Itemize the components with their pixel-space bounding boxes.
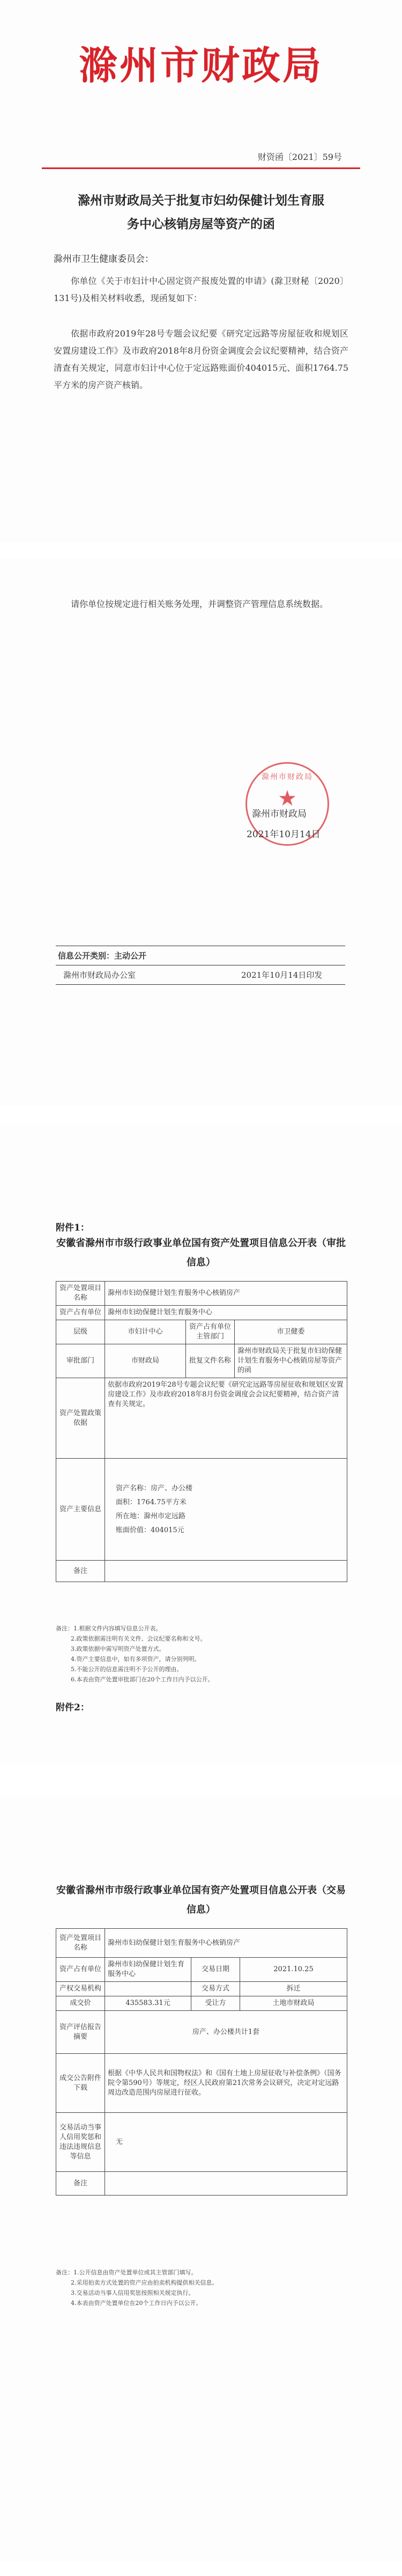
table-row bbox=[56, 1929, 347, 1958]
table-cell: 滁州市妇幼保健计划生育服务中心 bbox=[105, 1958, 191, 1982]
table-cell bbox=[105, 1561, 347, 1582]
table-row bbox=[56, 2011, 347, 2054]
note-line: 5.不能公开的信息需注明不予公开的理由。 bbox=[71, 1666, 183, 1673]
note-line: 2.政策依据需注明有关文件、会议纪要名称和文号。 bbox=[71, 1635, 206, 1642]
asset-value: 账面价值：404015元 bbox=[116, 1526, 184, 1534]
table-row bbox=[56, 2113, 347, 2172]
note-line: 4.资产主要信息中，如有多项资产，请分别列明。 bbox=[71, 1656, 200, 1663]
table-cell: 资产处置项目名称 bbox=[56, 1282, 105, 1306]
table-cell: 无 bbox=[105, 2113, 347, 2172]
annex-1-title: 安徽省滁州市市级行政事业单位国有资产处置项目信息公开表（审批信息） bbox=[56, 1238, 346, 1268]
table-cell: 市财政局 bbox=[105, 1344, 186, 1378]
letter-page-2 bbox=[0, 558, 402, 1106]
red-divider bbox=[42, 167, 360, 169]
table-cell: 房产、办公楼共计1套 bbox=[105, 2011, 347, 2054]
page-gap bbox=[0, 1763, 402, 1795]
table-cell: 市妇计中心 bbox=[105, 1320, 186, 1344]
annex-2-notes bbox=[56, 2267, 345, 2308]
issue-date: 2021年10月14日印发 bbox=[241, 970, 323, 980]
table-cell: 交易日期 bbox=[191, 1958, 240, 1982]
letter-title: 滁州市财政局关于批复市妇幼保健计划生育服务中心核销房屋等资产的函 bbox=[78, 193, 324, 231]
table-cell: 层级 bbox=[56, 1320, 105, 1344]
table-row bbox=[56, 2054, 347, 2113]
table-cell: 市卫健委 bbox=[235, 1320, 347, 1344]
addressee: 滁州市卫生健康委员会： bbox=[54, 254, 154, 265]
table-cell: 滁州市妇幼保健计划生育服务中心核销房产 bbox=[105, 1282, 347, 1306]
table-row bbox=[56, 1282, 347, 1306]
paragraph-1: 你单位《关于市妇计中心固定资产报废处置的申请》(滁卫财秘〔2020〕131号)及相关材料收悉，现函复如下： bbox=[54, 276, 348, 303]
annex-2-title: 安徽省滁州市市级行政事业单位国有资产处置项目信息公开表（交易信息） bbox=[56, 1885, 346, 1915]
asset-info-cell bbox=[105, 1459, 347, 1561]
annex-2-table bbox=[56, 1928, 347, 2196]
signature-date: 2021年10月14日 bbox=[247, 829, 321, 840]
table-cell: 依据市政府2019年28号专题会议纪要《研究定远路等房屋征收和规划区安置房建设工作》及市政府2018年8月份资金调度会会议纪要精神，结合资产清查有关规定。 bbox=[105, 1378, 347, 1459]
note-line: 3.交易活动当事人信用奖惩按照相关规定执行。 bbox=[71, 2289, 195, 2296]
letter-page-1 bbox=[0, 0, 402, 542]
asset-category: 资产名称：房产、办公楼 bbox=[116, 1484, 193, 1492]
table-row bbox=[56, 1958, 347, 1982]
annex-1-notes bbox=[56, 1623, 345, 1685]
paragraph-2: 依据市政府2019年28号专题会议纪要《研究定远路等房屋征收和规划区安置房建设工作》及市政府2018年8月份资金调度会会议纪要精神，结合资产清查有关规定，同意市妇计中心位于定远路账面价404015元、面积1764.75平方米的房产资产核销。 bbox=[54, 328, 348, 390]
annex-1-table bbox=[56, 1281, 347, 1582]
table-cell bbox=[105, 1982, 191, 1996]
table-cell: 资产占有单位 bbox=[56, 1958, 105, 1982]
disclosure-category: 信息公开类别：主动公开 bbox=[58, 951, 147, 961]
table-cell: 435583.31元 bbox=[105, 1996, 191, 2011]
table-cell: 交易活动当事人信用奖惩和违法违规信息等信息 bbox=[56, 2113, 105, 2172]
table-cell: 审批部门 bbox=[56, 1344, 105, 1378]
table-cell: 受让方 bbox=[191, 1996, 240, 2011]
asset-location: 所在地：滁州市定远路 bbox=[116, 1512, 186, 1520]
document-number: 财资函〔2021〕59号 bbox=[257, 152, 342, 162]
note-line: 4.本表由资产处置单位在20个工作日内予以公开。 bbox=[71, 2300, 202, 2307]
seal-text: 滁州市财政局 bbox=[262, 773, 313, 781]
table-cell: 资产处置项目名称 bbox=[56, 1929, 105, 1958]
table-row bbox=[56, 1306, 347, 1320]
table-cell: 滁州市妇幼保健计划生育服务中心核销房产 bbox=[105, 1929, 347, 1958]
table-row bbox=[56, 2172, 347, 2196]
star-icon: ★ bbox=[278, 786, 297, 811]
table-cell: 资产主要信息 bbox=[56, 1459, 105, 1561]
table-row bbox=[56, 1344, 347, 1378]
table-cell: 成交价 bbox=[56, 1996, 105, 2011]
table-cell: 拆迁 bbox=[240, 1982, 347, 1996]
signature-office: 滁州市财政局 bbox=[252, 809, 307, 819]
table-cell: 资产评估报告摘要 bbox=[56, 2011, 105, 2054]
table-cell: 交易方式 bbox=[191, 1982, 240, 1996]
page-gap bbox=[0, 1106, 402, 1124]
note-line: 2.采用拍卖方式处置的资产应由拍卖机构提供相关信息。 bbox=[71, 2279, 218, 2286]
table-cell: 资产占有单位主管部门 bbox=[186, 1320, 235, 1344]
table-cell: 资产处置政策依据 bbox=[56, 1378, 105, 1459]
table-row bbox=[56, 1561, 347, 1582]
table-cell: 根据《中华人民共和国物权法》和《国有土地上房屋征收与补偿条例》（国务院令第590号）等规定，经区人民政府第21次常务会议研究，决定对定远路周边改造范围内房屋进行征收。 bbox=[105, 2054, 347, 2113]
table-cell: 滁州市妇幼保健计划生育服务中心 bbox=[105, 1306, 347, 1320]
note-line: 6.本表由资产处置审批部门在20个工作日内予以公开。 bbox=[71, 1676, 214, 1683]
table-cell: 备注 bbox=[56, 1561, 105, 1582]
table-cell: 成交公告附件下载 bbox=[56, 2054, 105, 2113]
table-row bbox=[56, 1320, 347, 1344]
issuer-office: 滁州市财政局办公室 bbox=[63, 970, 136, 980]
masthead: 滁州市财政局 bbox=[78, 43, 323, 88]
page-gap bbox=[0, 542, 402, 558]
table-cell: 备注 bbox=[56, 2172, 105, 2196]
table-cell: 产权交易机构 bbox=[56, 1982, 105, 1996]
table-cell: 2021.10.25 bbox=[240, 1958, 347, 1982]
paragraph-3: 请你单位按规定进行相关账务处理，并调整资产管理信息系统数据。 bbox=[71, 599, 329, 609]
footer-bottom-line bbox=[56, 984, 345, 985]
note-line: 备注：1.根据文件内容填写信息公开表。 bbox=[56, 1625, 162, 1632]
note-line: 3.政策依据中需写明资产处置方式。 bbox=[71, 1645, 165, 1652]
note-line: 备注：1.公开信息由资产处置单位或其主管部门填写。 bbox=[56, 2269, 197, 2276]
table-row bbox=[56, 1982, 347, 1996]
table-cell: 滁州市财政局关于批复市妇幼保健计划生育服务中心核销房屋等资产的函 bbox=[235, 1344, 347, 1378]
asset-area: 面积：1764.75平方米 bbox=[116, 1498, 187, 1506]
annex-1-label: 附件1： bbox=[56, 1223, 90, 1233]
table-cell: 土地市财政局 bbox=[240, 1996, 347, 2011]
annex-2-label: 附件2： bbox=[56, 1702, 90, 1713]
table-row bbox=[56, 1378, 347, 1459]
table-row bbox=[56, 1996, 347, 2011]
table-cell bbox=[105, 2172, 347, 2196]
annex-2-page bbox=[0, 1795, 402, 2563]
table-cell: 资产占有单位 bbox=[56, 1306, 105, 1320]
table-row bbox=[56, 1459, 347, 1561]
table-cell: 批复文件名称 bbox=[186, 1344, 235, 1378]
annex-1-page bbox=[0, 1124, 402, 1763]
